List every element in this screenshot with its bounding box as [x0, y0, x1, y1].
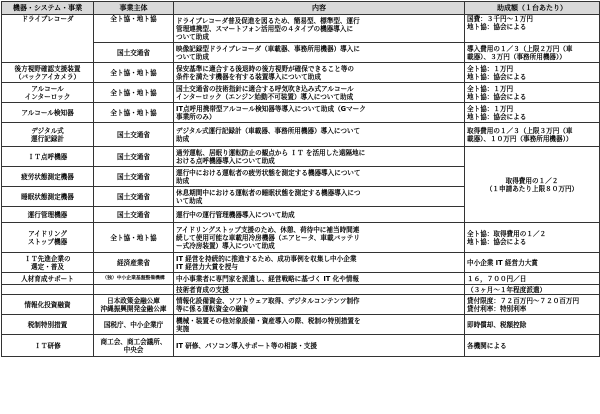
content-cell: 過労運転、居眠り運転防止の観点から ＩＴ を活用した遠隔地に おける点呼機器導入について助成	[174, 147, 465, 167]
organization-cell: 国土交通省	[94, 207, 174, 223]
content-cell: 技術者育成の支援	[174, 285, 465, 295]
amount-cell: 即時償却、税額控除	[465, 315, 600, 335]
organization-cell: 全ト協・地ト協	[94, 15, 174, 43]
organization-cell: 全ト協・地ト協	[94, 103, 174, 123]
table-row	[2, 315, 600, 335]
content-cell: アイドリングストップ支援のため、休憩、荷待中に補当時間連 続して使用可能な車載用冷房機器（エアヒータ、車載バッテリ ー式冷房装置）導入について助成	[174, 223, 465, 253]
amount-cell: 全ト協：１万円 地ト協：協会による	[465, 63, 600, 83]
amount-cell: 中小企業 IT 経営力大賞	[465, 253, 600, 273]
system-cell: ＩＴ点呼機器	[2, 147, 94, 167]
amount-cell: 取得費用の１／２ （１申請あたり上限８０万円）	[465, 147, 600, 223]
amount-cell: （３ヶ月～１年程度派遣）	[465, 285, 600, 295]
system-cell: ＩＴ先進企業の 選定・普及	[2, 253, 94, 273]
table-row	[2, 223, 600, 253]
system-cell: アルコール検知器	[2, 103, 94, 123]
amount-cell: 全ト協：取得費用の１／２ 地ト協：協会による	[465, 223, 600, 253]
content-cell: 運行中の運行管理機器導入について助成	[174, 207, 465, 223]
system-cell: 税制特別措置	[2, 315, 94, 335]
organization-cell	[94, 285, 174, 295]
table-row	[2, 63, 600, 83]
amount-cell: 各機関による	[465, 335, 600, 357]
content-cell: IT 経営を持続的に推進するため、成功事例を収集し中小企業 IT 経営力大賞を授与	[174, 253, 465, 273]
content-cell: 機械・装置その他対象設備・資産導入の際、税制の特別措置を 実施	[174, 315, 465, 335]
system-name: ドライブレコーダ	[21, 15, 74, 23]
system-cell: アルコール インターロック	[2, 83, 94, 103]
table-header-row	[2, 2, 600, 15]
content-cell: 休息期間中における運転者の睡眠状態を測定する機器導入につ いて助成	[174, 187, 465, 207]
system-cell: 運行管理機器	[2, 207, 94, 223]
content-cell: 運行中における運転者の疲労状態を測定する機器導入について 助成	[174, 167, 465, 187]
table-row	[2, 15, 600, 43]
system-cell: 睡眠状態測定機器	[2, 187, 94, 207]
system-cell: 情報化投資融資	[2, 295, 94, 315]
content-cell: 保安基準に適合する後退時の後方視野が確保できること等の 条件を満たす機器を有する装置導入について助成	[174, 63, 465, 83]
amount-cell: 全ト協：１万円 地ト協：協会による	[465, 103, 600, 123]
content-cell: 中小事業者に専門家を派遣し、経営戦略に基づく IT 化や情報	[174, 273, 465, 285]
system-cell: 後方視野確認支援装置 （バックアイカメラ）	[2, 63, 94, 83]
organization-cell: 商工会、商工会議所、 中央会	[94, 335, 174, 357]
table-row	[2, 147, 600, 167]
header-system: 機器・システム・事業	[2, 2, 94, 15]
organization-cell: 全ト協・地ト協	[94, 223, 174, 253]
subsidy-table	[1, 1, 600, 357]
organization-cell: 国土交通省	[94, 147, 174, 167]
table-row	[2, 273, 600, 285]
organization-cell: 全ト協・地ト協	[94, 63, 174, 83]
organization-cell: 国土交通省	[94, 167, 174, 187]
system-cell: ＩＴ研修	[2, 335, 94, 357]
organization-cell: 全ト協・地ト協	[94, 83, 174, 103]
amount-cell: 取得費用の１／３（上限３万円（車 載器）、１０万円（事務所用機器））	[465, 123, 600, 147]
table-row	[2, 253, 600, 273]
amount-cell: １６，７００円／日	[465, 273, 600, 285]
table-row	[2, 103, 600, 123]
header-amount: 助成額（１台あたり）	[465, 2, 600, 15]
amount-cell: 全ト協：１万円 地ト協：協会による	[465, 83, 600, 103]
amount-cell: 国費：３千円～１万円 地ト協：協会による	[465, 15, 600, 43]
table-row	[2, 295, 600, 315]
content-cell: 映像記録型ドライブレコーダ（車載器、事務所用機器）導入に ついて助成	[174, 43, 465, 63]
system-cell: デジタル式 運行記録計	[2, 123, 94, 147]
organization-cell: 国税庁、中小企業庁	[94, 315, 174, 335]
content-cell: 国土交通省の技術指針に適合する呼気吹き込み式アルコール インターロック（エンジン始動不可装置）導入について助成	[174, 83, 465, 103]
table-row	[2, 335, 600, 357]
system-cell	[2, 15, 94, 63]
header-organization: 事業主体	[94, 2, 174, 15]
table-row	[2, 83, 600, 103]
system-cell: 人材育成サポート	[2, 273, 94, 285]
organization-cell: 国土交通省	[94, 187, 174, 207]
content-cell: IT点呼用携帯型アルコール検知器等導入について助成（Gマーク 事業所のみ）	[174, 103, 465, 123]
header-content: 内容	[174, 2, 465, 15]
organization-cell: 国土交通省	[94, 123, 174, 147]
content-cell: デジタル式運行記録計（車載器、事務所用機器）導入について 助成	[174, 123, 465, 147]
organization-cell: 日本政策金融公庫 沖縄振興開発金融公庫	[94, 295, 174, 315]
organization-cell: 経済産業省	[94, 253, 174, 273]
table-row	[2, 123, 600, 147]
system-cell: アイドリング ストップ機器	[2, 223, 94, 253]
amount-cell: 導入費用の１／３（上限２万円（車 載器）、３万円（事務所用機器））	[465, 43, 600, 63]
table-row	[2, 285, 600, 295]
organization-cell: 国土交通省	[94, 43, 174, 63]
organization-cell: （独）中小企業基盤整備機構	[94, 273, 174, 285]
content-cell: 情報化設備資金、ソフトウェア取得、デジタルコンテンツ制作 等に係る運転資金の融資	[174, 295, 465, 315]
content-cell: ドライブレコーダ普及促進を図るため、簡易型、標準型、運行 管理連携型、スマートフォン活用型の４タイプの機器導入に ついて助成	[174, 15, 465, 43]
content-cell: IT 研修、パソコン導入サポート等の相談・支援	[174, 335, 465, 357]
system-cell: 疲労状態測定機器	[2, 167, 94, 187]
system-cell	[2, 285, 94, 295]
amount-cell: 貸付限度：７２百万円～７２０百万円 貸付利率：特別利率	[465, 295, 600, 315]
